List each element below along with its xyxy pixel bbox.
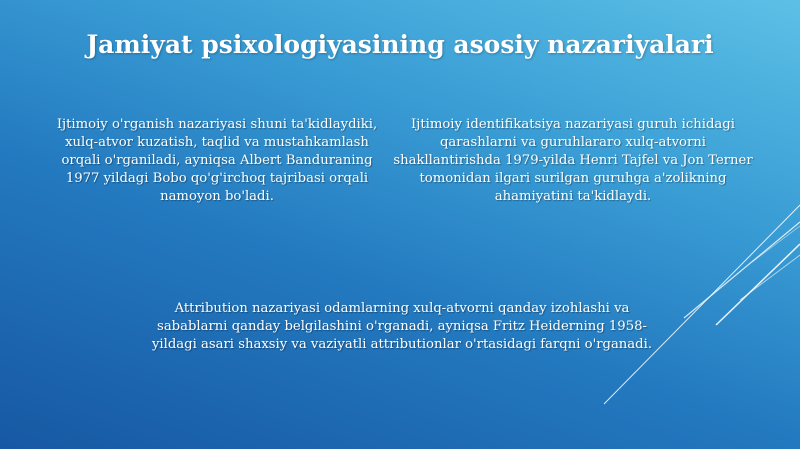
deco-line-2 (684, 222, 800, 318)
deco-line-4 (740, 255, 800, 300)
social-identity-paragraph: Ijtimoiy identifikatsiya nazariyasi guruh ichidagi qarashlarni va guruhlararo xulq-atvorni shakllantirishda 1979-yilda Henri Tajfel va Jon Terner tomonidan ilgari surilgan guruhga a'zolikning ahamiyatini ta'kidlaydi. (393, 117, 753, 204)
deco-line-5 (752, 226, 800, 262)
slide-title: Jamiyat psixologiyasining asosiy nazariyalari (86, 30, 714, 59)
attribution-paragraph: Attribution nazariyasi odamlarning xulq-atvorni qanday izohlashi va sabablarni qanday belgilashini o'rganadi, ayniqsa Fritz Heiderning 1958-yildagi asari shaxsiy va vaziyatli attributionlar o'rtasidagi farqni o'rganadi. (151, 301, 653, 352)
social-learning-paragraph: Ijtimoiy o'rganish nazariyasi shuni ta'kidlaydiki, xulq-atvor kuzatish, taqlid va mustahkamlash orqali o'rganiladi, ayniqsa Albert Banduraning 1977 yildagi Bobo qo'g'irchoq tajribasi orqali namoyon bo'ladi. (56, 117, 378, 204)
